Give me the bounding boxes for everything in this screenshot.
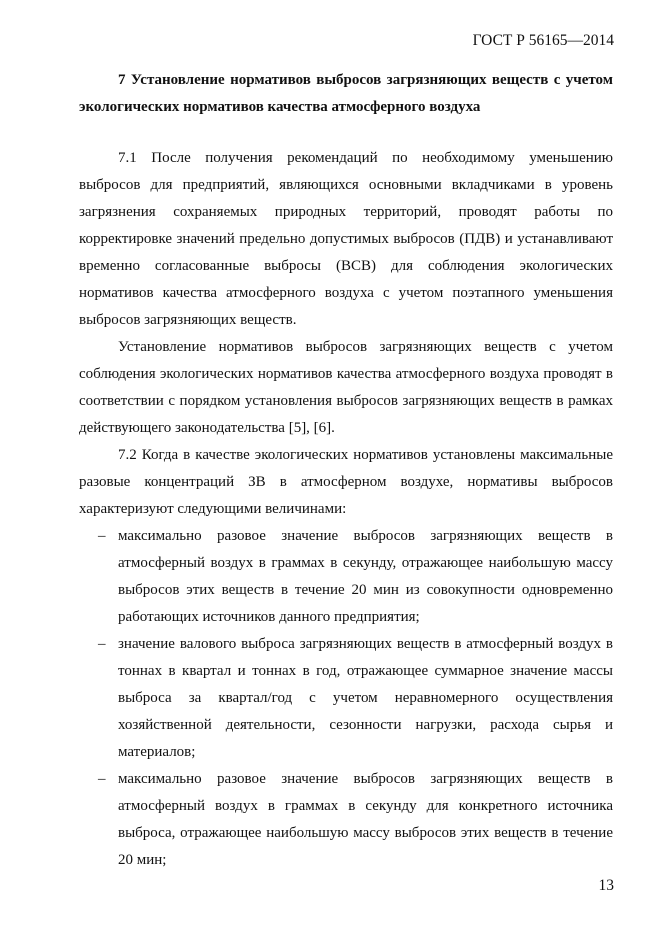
paragraph-7-1: 7.1 После получения рекомендаций по необходимому уменьшению выбросов для предприятий, являющихся основными вкладчиками в уровень загрязнения сохраняемых природных территорий, проводят работы по корректировке значений предельно допустимых выбросов (ПДВ) и устанавливают временно согласованные выбросы (ВСВ) для соблюдения экологических нормативов качества атмосферного воздуха с учетом поэтапного уменьшения выбросов загрязняющих веществ. — [79, 150, 613, 328]
list-item — [79, 631, 613, 766]
list-dash-marker: – — [98, 636, 106, 652]
paragraph-standards-procedure: Установление нормативов выбросов загрязняющих веществ с учетом соблюдения экологических нормативов качества атмосферного воздуха проводят в соответствии с порядком установления выбросов загрязняющих веществ в рамках действующего законодательства [5], [6]. — [79, 339, 613, 436]
page-number: 13 — [598, 877, 614, 894]
document-body — [79, 145, 613, 874]
paragraph-7-2: 7.2 Когда в качестве экологических нормативов установлены максимальные разовые концентраций ЗВ в атмосферном воздухе, нормативы выбросов характеризуют следующими величинами: — [79, 447, 613, 517]
list-item-text: максимально разовое значение выбросов загрязняющих веществ в атмосферный воздух в граммах в секунду для конкретного источника выброса, отражающее наибольшую массу выбросов этих веществ в течение 20 мин; — [118, 771, 613, 868]
section-title: 7 Установление нормативов выбросов загрязняющих веществ с учетом экологических нормативов качества атмосферного воздуха — [79, 72, 613, 115]
list-item-text: значение валового выброса загрязняющих веществ в атмосферный воздух в тоннах в квартал и тоннах в год, отражающее суммарное значение массы выброса за квартал/год с учетом неравномерного осуществления хозяйственной деятельности, сезонности нагрузки, расхода сырья и материалов; — [118, 636, 613, 760]
list-item — [79, 766, 613, 874]
page-header-doc-code: ГОСТ Р 56165—2014 — [472, 32, 614, 49]
list-dash-marker: – — [98, 528, 106, 544]
list-item — [79, 523, 613, 631]
list-dash-marker: – — [98, 771, 106, 787]
list-item-text: максимально разовое значение выбросов загрязняющих веществ в атмосферный воздух в граммах в секунду, отражающее наибольшую массу выбросов этих веществ в течение 20 мин из совокупности одновременно работающих источников данного предприятия; — [118, 528, 613, 625]
emission-values-list — [79, 523, 613, 874]
